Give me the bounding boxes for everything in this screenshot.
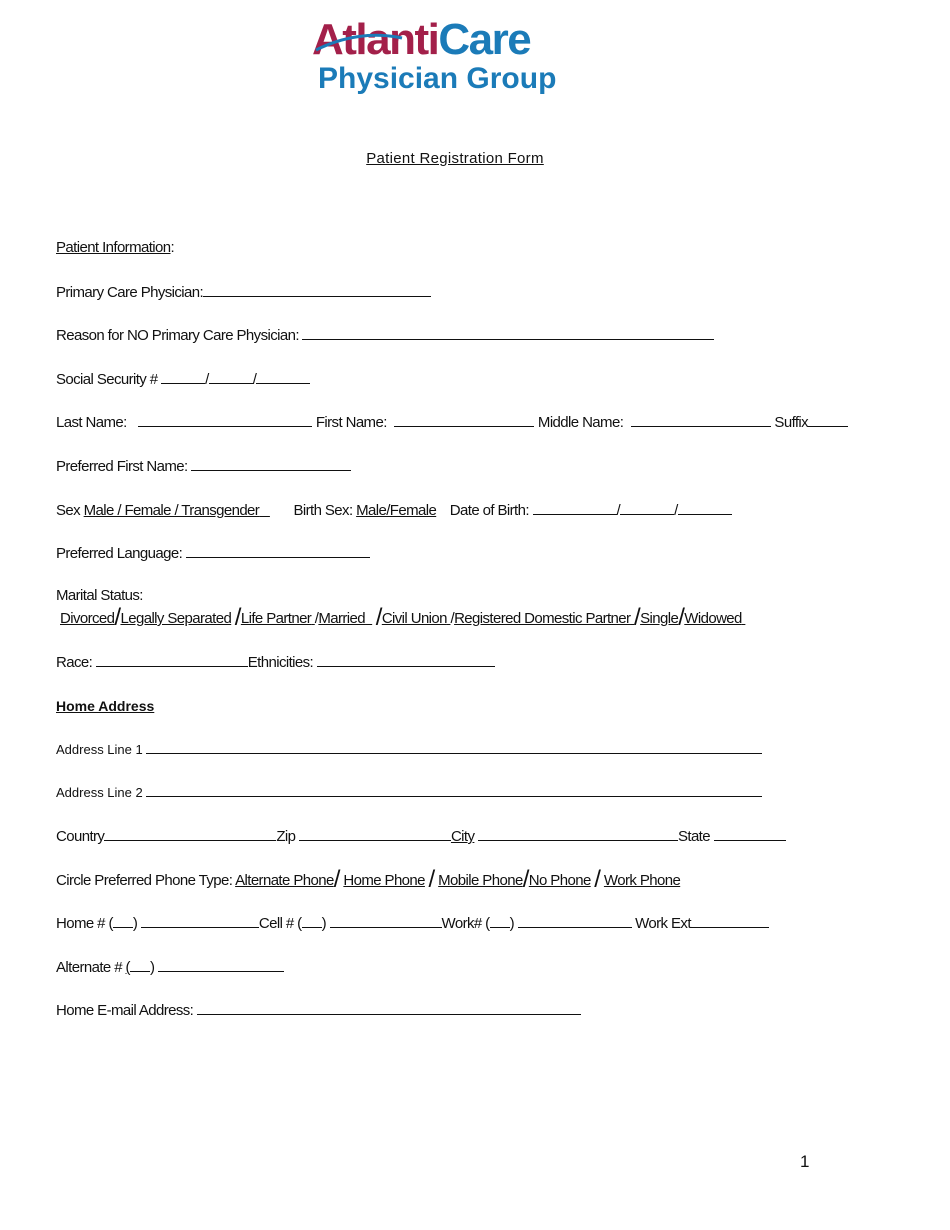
race-field[interactable] bbox=[96, 652, 248, 667]
language-label: Preferred Language: bbox=[56, 545, 183, 562]
section-home-address: Home Address bbox=[56, 698, 155, 714]
dob-day-field[interactable] bbox=[620, 500, 674, 515]
page-number: 1 bbox=[800, 1152, 810, 1171]
marital-option[interactable]: Widowed bbox=[684, 610, 742, 627]
logo-subtitle: Physician Group bbox=[318, 62, 557, 95]
cell-area-field[interactable] bbox=[302, 913, 322, 928]
language-row bbox=[56, 543, 370, 564]
phone-type-option[interactable]: Alternate Phone bbox=[235, 872, 334, 889]
no-pcp-field[interactable] bbox=[302, 325, 714, 340]
marital-option[interactable]: Divorced bbox=[60, 610, 115, 627]
zip-label: Zip bbox=[276, 828, 296, 845]
no-pcp-row bbox=[56, 325, 714, 346]
home-phone-label: Home # ( bbox=[56, 915, 113, 932]
ssn-row: Social Security # / / bbox=[56, 369, 310, 390]
last-name-field[interactable] bbox=[138, 412, 312, 427]
marital-option[interactable]: Legally Separated bbox=[120, 610, 232, 627]
ssn-part3-field[interactable] bbox=[256, 369, 310, 384]
preferred-first-row bbox=[56, 456, 351, 477]
work-area-field[interactable] bbox=[490, 913, 510, 928]
marital-option[interactable]: Single bbox=[640, 610, 679, 627]
city-label: City bbox=[450, 828, 475, 845]
alternate-phone-field[interactable] bbox=[158, 957, 284, 972]
cell-phone-label: Cell # ( bbox=[258, 915, 302, 932]
email-field[interactable] bbox=[197, 1000, 581, 1015]
dob-month-field[interactable] bbox=[533, 500, 617, 515]
first-name-label: First Name: bbox=[315, 414, 387, 431]
preferred-first-field[interactable] bbox=[191, 456, 351, 471]
work-ext-field[interactable] bbox=[691, 913, 769, 928]
pcp-label: Primary Care Physician: bbox=[56, 284, 204, 301]
birth-sex-label: Birth Sex: bbox=[293, 502, 353, 519]
pcp-row bbox=[56, 282, 431, 303]
email-row bbox=[56, 1000, 581, 1021]
ssn-part2-field[interactable] bbox=[209, 369, 253, 384]
race-label: Race: bbox=[56, 654, 93, 671]
home-area-field[interactable] bbox=[113, 913, 133, 928]
last-name-label: Last Name: bbox=[56, 414, 127, 431]
pcp-field[interactable] bbox=[203, 282, 431, 297]
address1-field[interactable] bbox=[146, 742, 762, 754]
marital-option[interactable]: Life Partner bbox=[240, 610, 312, 627]
alternate-area-field[interactable] bbox=[130, 957, 150, 972]
phone-type-option[interactable]: No Phone bbox=[528, 872, 591, 889]
suffix-label: Suffix bbox=[774, 414, 809, 431]
marital-option[interactable]: Registered Domestic Partner bbox=[454, 610, 631, 627]
country-row bbox=[56, 826, 786, 847]
city-field[interactable] bbox=[478, 826, 678, 841]
marital-options-row: Divorced/Legally Separated /Life Partner /Married /Civil Union /Registered Domestic Partner /Single/Widowed bbox=[60, 604, 742, 631]
ssn-label: Social Security # bbox=[56, 371, 158, 388]
atlanticare-logo bbox=[312, 15, 602, 110]
phone-type-row: Circle Preferred Phone Type: Alternate Phone/ Home Phone / Mobile Phone/No Phone / Work Phone bbox=[56, 866, 681, 893]
country-label: Country bbox=[56, 828, 105, 845]
marital-option[interactable]: Married bbox=[318, 610, 366, 627]
work-ext-label: Work Ext bbox=[635, 915, 691, 932]
marital-status-label: Marital Status: bbox=[56, 587, 143, 604]
address2-row bbox=[56, 783, 762, 803]
address2-label: Address Line 2 bbox=[56, 785, 143, 800]
ssn-part1-field[interactable] bbox=[161, 369, 205, 384]
phone-numbers-row: Home # ( ) Cell # ( ) Work# ( ) Work Ext bbox=[56, 913, 769, 934]
zip-field[interactable] bbox=[299, 826, 451, 841]
alternate-phone-label: Alternate # bbox=[56, 959, 122, 976]
country-field[interactable] bbox=[104, 826, 276, 841]
alternate-row: Alternate # ( ) bbox=[56, 957, 284, 978]
address2-field[interactable] bbox=[146, 785, 762, 797]
cell-phone-field[interactable] bbox=[330, 913, 442, 928]
dob-year-field[interactable] bbox=[678, 500, 732, 515]
ethnicities-field[interactable] bbox=[317, 652, 495, 667]
logo-brand-part1: Atlanti bbox=[312, 15, 439, 64]
phone-type-option[interactable]: Mobile Phone bbox=[438, 872, 523, 889]
suffix-field[interactable] bbox=[808, 412, 848, 427]
state-label: State bbox=[677, 828, 710, 845]
form-title: Patient Registration Form bbox=[366, 150, 544, 167]
home-phone-field[interactable] bbox=[141, 913, 259, 928]
logo-swoosh-icon bbox=[314, 32, 404, 54]
sex-label: Sex bbox=[56, 502, 81, 519]
address1-label: Address Line 1 bbox=[56, 742, 143, 757]
address1-row bbox=[56, 740, 762, 760]
sex-options[interactable]: Male / Female / Transgender bbox=[83, 502, 260, 519]
email-label: Home E-mail Address: bbox=[56, 1002, 194, 1019]
state-field[interactable] bbox=[714, 826, 786, 841]
work-phone-field[interactable] bbox=[518, 913, 632, 928]
middle-name-field[interactable] bbox=[631, 412, 771, 427]
ethnicities-label: Ethnicities: bbox=[247, 654, 314, 671]
phone-type-option[interactable]: Work Phone bbox=[603, 872, 681, 889]
logo-brand-part2: Care bbox=[438, 15, 531, 64]
section-patient-info: Patient Information: bbox=[56, 239, 175, 256]
phone-type-option[interactable]: Home Phone bbox=[343, 872, 425, 889]
first-name-field[interactable] bbox=[394, 412, 534, 427]
birth-sex-options[interactable]: Male/Female bbox=[356, 502, 437, 519]
preferred-first-label: Preferred First Name: bbox=[56, 458, 188, 475]
no-pcp-label: Reason for NO Primary Care Physician: bbox=[56, 327, 299, 344]
name-row bbox=[56, 412, 848, 433]
section-heading: Patient Information bbox=[56, 239, 171, 256]
marital-option[interactable]: Civil Union bbox=[381, 610, 447, 627]
phone-type-label: Circle Preferred Phone Type: bbox=[56, 872, 233, 889]
middle-name-label: Middle Name: bbox=[537, 414, 624, 431]
dob-label: Date of Birth: bbox=[449, 502, 529, 519]
work-phone-label: Work# ( bbox=[441, 915, 490, 932]
sex-row: Sex Male / Female / Transgender Birth Sex: Male/Female Date of Birth: / / bbox=[56, 500, 732, 521]
language-field[interactable] bbox=[186, 543, 370, 558]
race-row bbox=[56, 652, 495, 673]
